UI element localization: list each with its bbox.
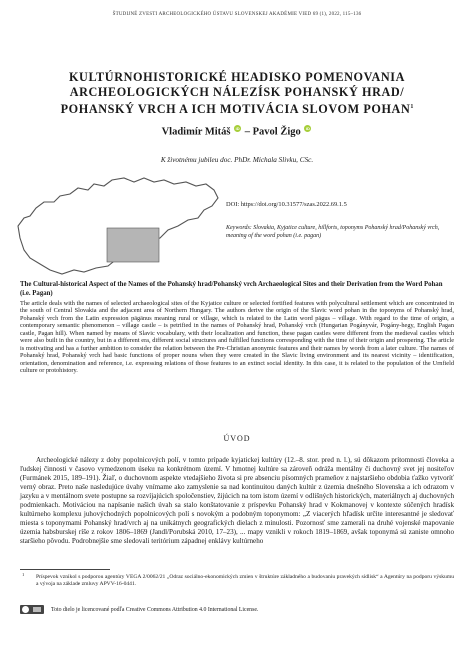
author-separator: – xyxy=(244,126,253,138)
running-header: ŠTUDIJNÉ ZVESTI ARCHEOLOGICKÉHO ÚSTAVU SLOVENSKEJ AKADÉMIE VIED 69 (1), 2022, 115–136 xyxy=(112,12,362,17)
abstract-text: The article deals with the names of selected archaeological sites of the Kyjatice culture or selected fortified features with polycultural settlement which are concentrated in the south of Central Slovakia and the adjacent area of Northern Hungary. The authors derive the origin of the Slavic word pohan in the toponyms of Pohanský hrad, Pohanský vrch from the Latin expression pāgānus meaning rural or village, which is related to the Latin word pāgus – village. With regard to the time of origin, a contemporary semantic phenomenon – village castle – is petrified in the names of Pohanský hrad, Pohanský vrch (Hungarian Pogányvár, Pogány-hegy, English Pagan castle, Pagan hill). When named by means of Slavic vocabulary, with their localization and function, these pagan castles were different from the medieval castles which were also built in the country, but in a different era, different social structures and fulfilled functions corresponding with the time of their origin and prospering. The article is motivating and has a further ambition to consider the relation between the Pre-Christian anonymic features and their names by words from a later culture. The names of Pohanský hrad, Pohanský vrch had basic functions of proper nouns when they were created in the Slavic living environment and its nearest vicinity – identification, orientation, denomination and reference, i.e. expressing relations of those features to an extinct social identity. In this case, it is related to the population of the Urnfield culture or protohistory. xyxy=(20,300,454,375)
author-name-2: Pavol Žigo xyxy=(252,126,301,138)
footnote-number: 1 xyxy=(22,572,25,577)
author-line xyxy=(0,125,474,138)
keywords-text: Slovakia, Kyjatice culture, hillforts, toponyms Pohanský hrad/Pohanský vrch, meaning of the word pohan (i.e. pagan) xyxy=(226,225,440,240)
license-text: Toto dielo je licencované podľa Creative Commons Attribution 4.0 International License. xyxy=(51,607,259,613)
orcid-icon[interactable]: iD xyxy=(305,126,310,131)
body-paragraph: Archeologické nálezy z doby popolnicových polí, v tomto prípade kyjatickej kultúry (12.–8. stor. pred n. l.), sú dôkazom prítomnosti človeka a ľudskej činnosti v časovo vymedzenom úseku na konkrétnom území. V hmotnej kultúre sa zároveň odráža mentálny či duchovný svet jej nositeľov (Furmánek 2015, 189–191). Žiaľ, o duchovnom aspekte vtedajšieho života si pre absenciu písomných prameňov z najstaršieho obdobia ťažko vytvoríť verný obraz. Preto naše nasledujúce úvahy vnímame ako zamyslenie sa nad kontinuitou daných kultúr z územia dnešného Slovenska a ich odrazom v jazyku a v mentálnom svete postupne sa rozvíjajúcich spoločenstiev, žijúcich na tom istom území v odlišných historických, materiálnych aj duchovných podmienkach. Motiváciou na napísanie našich úvah sa stalo konštatovanie z príspevku Pohanský hrad v Kokmanovej v kontexte súčených hradísk kultúrneho komplexu juhovýchodných popolnicových polí s novokým a podobným toponymom: „Z viacerých hľadísk určite interesantné je sledovať miesta s toponymami Pohanský hrad/vrch aj na unikátnych geografických dielach z minulosti. Pozornosť sme zamerali na druhé vojenské mapovanie územia habsburskej ríše z rokov 1806–1869 (Jandl/Porubská 2010, 17–23), ... mapy vznikli v rokoch 1819–1869, avšak toponymá sú zaniste omnoho staršieho pôvodu. Podrobnejšie sme sledovali teritórium západnej enklávy kultúrneho xyxy=(20,456,454,546)
author-name-1: Vladimír Mitáš xyxy=(161,126,231,138)
orcid-icon[interactable]: iD xyxy=(235,126,240,131)
article-title xyxy=(40,70,434,117)
keywords-block xyxy=(226,224,452,240)
footnote xyxy=(20,574,454,588)
dedication: K životnému jubileu doc. PhDr. Michala Slivku, CSc. xyxy=(160,156,314,164)
abstract-title: The Cultural-historical Aspect of the Names of the Pohanský hrad/Pohanský vrch Archaeological Sites and their Derivation from the Word Pohan (i.e. Pagan) xyxy=(20,281,443,297)
footnote-divider xyxy=(20,569,110,570)
section-heading: ÚVOD xyxy=(223,434,251,443)
title-footnote-ref[interactable]: 1 xyxy=(410,104,414,110)
article-title-text: KULTÚRNOHISTORICKÉ HĽADISKO POMENOVANIA ARCHEOLOGICKÝCH NÁLEZÍSK POHANSKÝ HRAD/ POHANSKÝ VRCH A ICH MOTIVÁCIA SLOVOM POHAN xyxy=(60,70,411,117)
map-highlight-area xyxy=(107,228,159,262)
doi-link[interactable]: DOI: https://doi.org/10.31577/szas.2022.69.1.5 xyxy=(226,201,347,208)
keywords-label: Keywords: xyxy=(226,225,252,231)
license-line xyxy=(20,604,454,616)
slovakia-map xyxy=(14,174,222,280)
footnote-text: Príspevok vznikol s podporou agentúry VEGA 2/0062/21 „Odraz sociálno-ekonomických zmien v štruktúre základného a budovaniu pravekých sídlisk“ a Agentúry na podporu výskumu a vývoja na základe zmluvy APVV-16-0441. xyxy=(36,574,454,587)
cc-by-badge-icon[interactable] xyxy=(20,605,44,614)
